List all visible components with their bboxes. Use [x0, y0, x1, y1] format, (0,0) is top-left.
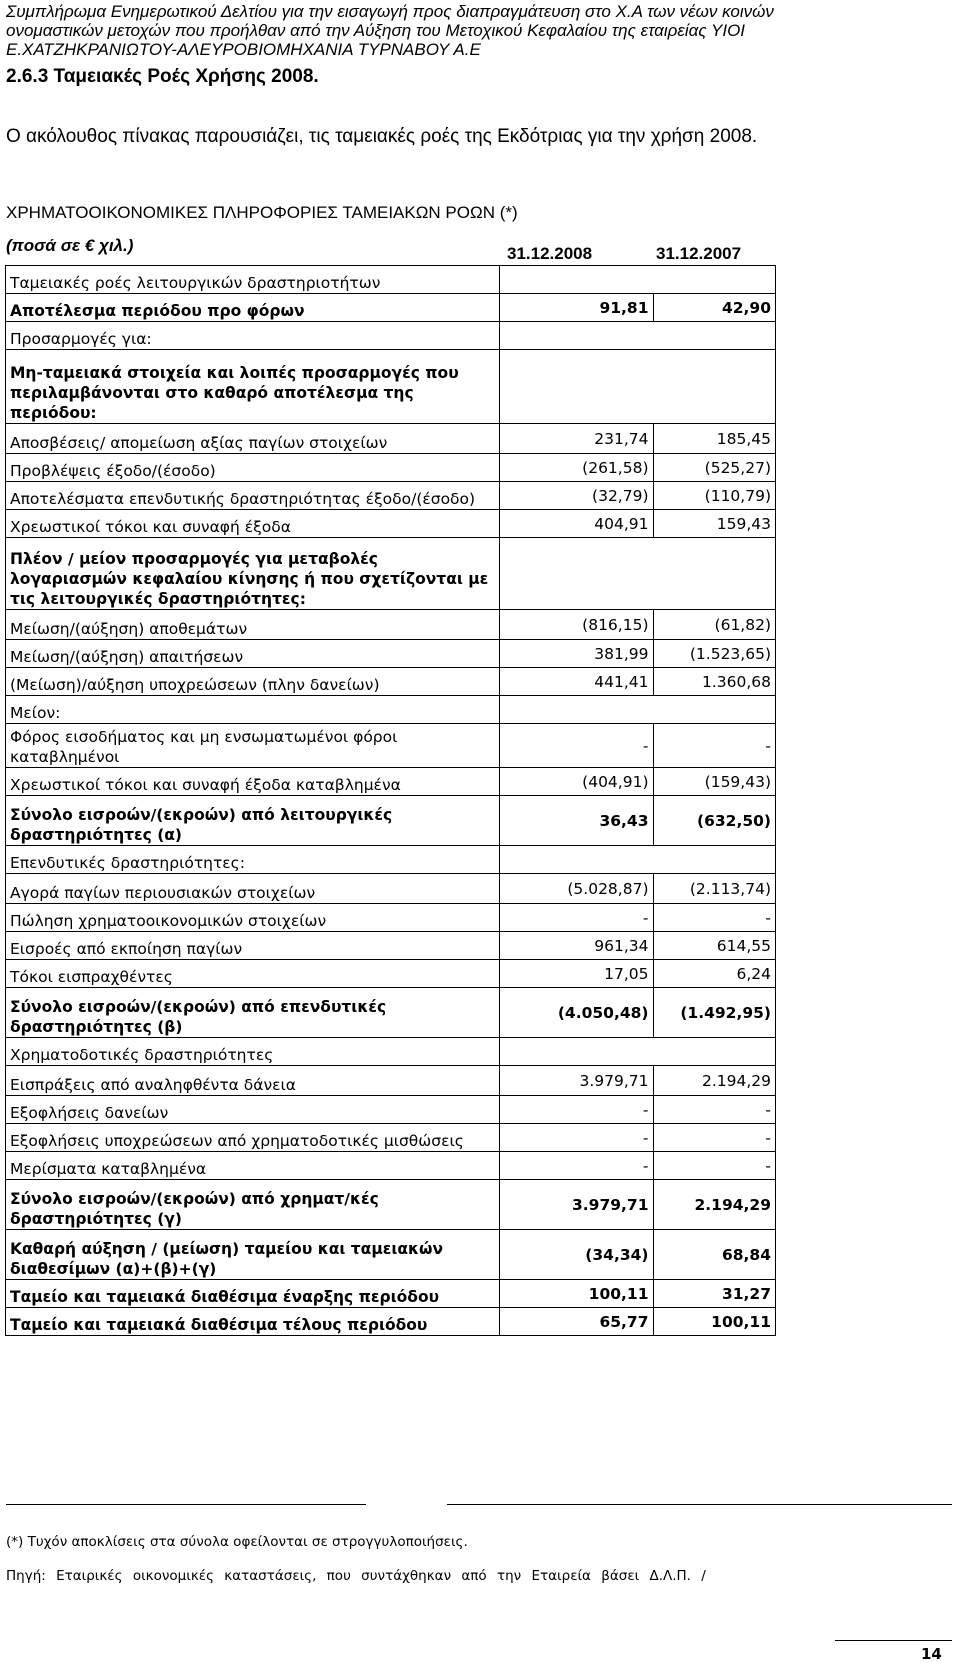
value-2007: 2.194,29: [653, 1180, 776, 1230]
value-2007: 68,84: [653, 1230, 776, 1280]
value-2007: 100,11: [653, 1308, 776, 1336]
table-row: [6, 960, 776, 988]
row-label: Φόρος εισοδήματος και μη ενσωματωμένοι φόροι καταβλημένοι: [6, 724, 500, 768]
column-header-2007: 31.12.2007: [656, 244, 742, 263]
row-label: Σύνολο εισροών/(εκροών) από επενδυτικές δραστηριότητες (β): [6, 988, 500, 1038]
value-2007: (1.523,65): [653, 640, 776, 668]
value-2008: (32,79): [500, 482, 654, 510]
row-label: Ταμειακές ροές λειτουργικών δραστηριοτήτων: [6, 266, 500, 294]
table-row: [6, 294, 776, 322]
value-2008: [500, 846, 654, 874]
value-2007: (159,43): [653, 768, 776, 796]
row-label: Αγορά παγίων περιουσιακών στοιχείων: [6, 874, 500, 904]
row-label: Πώληση χρηματοοικονομικών στοιχείων: [6, 904, 500, 932]
value-2007: 159,43: [653, 510, 776, 538]
value-2007: (525,27): [653, 454, 776, 482]
value-2007: -: [653, 904, 776, 932]
value-2007: 2.194,29: [653, 1066, 776, 1096]
row-label: Πλέον / μείον προσαρμογές για μεταβολές λογαριασμών κεφαλαίου κίνησης ή που σχετίζονται με τις λειτουργικές δραστηριότητες:: [6, 538, 500, 610]
value-2007: [653, 1038, 776, 1066]
row-label: Χρεωστικοί τόκοι και συναφή έξοδα καταβλημένα: [6, 768, 500, 796]
table-row: [6, 1152, 776, 1180]
column-header-2008: 31.12.2008: [507, 244, 593, 263]
row-label: Ταμείο και ταμειακά διαθέσιμα τέλους περιόδου: [6, 1308, 500, 1336]
value-2008: -: [500, 1096, 654, 1124]
table-row: [6, 932, 776, 960]
table-row: [6, 1180, 776, 1230]
value-2008: 961,34: [500, 932, 654, 960]
table-row: [6, 424, 776, 454]
table-row: [6, 454, 776, 482]
row-label: Σύνολο εισροών/(εκροών) από χρηματ/κές δραστηριότητες (γ): [6, 1180, 500, 1230]
value-2007: [653, 266, 776, 294]
value-2007: -: [653, 1096, 776, 1124]
row-label: Καθαρή αύξηση / (μείωση) ταμείου και ταμειακών διαθεσίμων (α)+(β)+(γ): [6, 1230, 500, 1280]
value-2007: -: [653, 1124, 776, 1152]
value-2007: 6,24: [653, 960, 776, 988]
table-row: [6, 482, 776, 510]
row-label: Εισπράξεις από αναληφθέντα δάνεια: [6, 1066, 500, 1096]
table-row: [6, 1066, 776, 1096]
row-label: Εξοφλήσεις υποχρεώσεων από χρηματοδοτικές μισθώσεις: [6, 1124, 500, 1152]
table-row: [6, 668, 776, 696]
table-row: [6, 322, 776, 350]
table-row: [6, 874, 776, 904]
value-2008: 404,91: [500, 510, 654, 538]
table-row: [6, 846, 776, 874]
value-2007: -: [653, 1152, 776, 1180]
row-label: Προσαρμογές για:: [6, 322, 500, 350]
table-row: [6, 1096, 776, 1124]
value-2008: 231,74: [500, 424, 654, 454]
table-row: [6, 1308, 776, 1336]
value-2008: [500, 1038, 654, 1066]
value-2007: 614,55: [653, 932, 776, 960]
value-2008: 3.979,71: [500, 1066, 654, 1096]
value-2008: [500, 696, 654, 724]
table-row: [6, 796, 776, 846]
value-2008: -: [500, 1152, 654, 1180]
value-2007: [653, 538, 776, 610]
value-2008: [500, 322, 654, 350]
row-label: Χρεωστικοί τόκοι και συναφή έξοδα: [6, 510, 500, 538]
table-row: [6, 904, 776, 932]
table-title: ΧΡΗΜΑΤΟΟΙΚΟΝΟΜΙΚΕΣ ΠΛΗΡΟΦΟΡΙΕΣ ΤΑΜΕΙΑΚΩΝ ΡΟΩΝ (*): [6, 203, 518, 222]
value-2008: -: [500, 1124, 654, 1152]
table-row: [6, 988, 776, 1038]
value-2007: (632,50): [653, 796, 776, 846]
row-label: Αποσβέσεις/ απομείωση αξίας παγίων στοιχείων: [6, 424, 500, 454]
footnote-divider-left: [6, 1504, 366, 1505]
value-2008: (404,91): [500, 768, 654, 796]
row-label: Ταμείο και ταμειακά διαθέσιμα έναρξης περιόδου: [6, 1280, 500, 1308]
row-label: Μείωση/(αύξηση) απαιτήσεων: [6, 640, 500, 668]
value-2007: [653, 322, 776, 350]
value-2008: -: [500, 724, 654, 768]
value-2008: 3.979,71: [500, 1180, 654, 1230]
row-label: Μερίσματα καταβλημένα: [6, 1152, 500, 1180]
table-row: [6, 1280, 776, 1308]
value-2008: (34,34): [500, 1230, 654, 1280]
value-2008: [500, 266, 654, 294]
value-2007: 1.360,68: [653, 668, 776, 696]
row-label: (Μείωση)/αύξηση υποχρεώσεων (πλην δανείων): [6, 668, 500, 696]
page-number: 14: [921, 1645, 942, 1663]
table-row: [6, 610, 776, 640]
table-row: [6, 696, 776, 724]
row-label: Μείωση/(αύξηση) αποθεμάτων: [6, 610, 500, 640]
source-note: Πηγή: Εταιρικές οικονομικές καταστάσεις, που συντάχθηκαν από την Εταιρεία βάσει Δ.Λ.Π. /: [6, 1568, 706, 1584]
row-label: Τόκοι εισπραχθέντες: [6, 960, 500, 988]
row-label: Αποτέλεσμα περιόδου προ φόρων: [6, 294, 500, 322]
value-2008: (5.028,87): [500, 874, 654, 904]
value-2007: [653, 846, 776, 874]
table-row: [6, 538, 776, 610]
table-row: [6, 266, 776, 294]
value-2008: 381,99: [500, 640, 654, 668]
table-row: [6, 1230, 776, 1280]
value-2008: (4.050,48): [500, 988, 654, 1038]
value-2007: [653, 350, 776, 424]
row-label: Εισροές από εκποίηση παγίων: [6, 932, 500, 960]
table-row: [6, 768, 776, 796]
value-2008: 441,41: [500, 668, 654, 696]
document-header-note: Συμπλήρωμα Ενημερωτικού Δελτίου για την εισαγωγή προς διαπραγμάτευση στο Χ.Α των νέων κοινών ονομαστικών μετοχών που προήλθαν από την Αύξηση του Μετοχικού Κεφαλαίου της εταιρείας ΥΙΟΙ Ε.ΧΑΤΖΗΚΡΑΝΙΩΤΟΥ-ΑΛΕΥΡΟΒΙΟΜΗΧΑΝΙΑ ΤΥΡΝΑΒΟΥ Α.Ε: [6, 2, 774, 59]
value-2008: 17,05: [500, 960, 654, 988]
value-2008: [500, 538, 654, 610]
row-label: Μη-ταμειακά στοιχεία και λοιπές προσαρμογές που περιλαμβάνονται στο καθαρό αποτέλεσμα της περιόδου:: [6, 350, 500, 424]
value-2008: [500, 350, 654, 424]
value-2008: 91,81: [500, 294, 654, 322]
value-2007: -: [653, 724, 776, 768]
value-2007: (2.113,74): [653, 874, 776, 904]
footnote: (*) Τυχόν αποκλίσεις στα σύνολα οφείλονται σε στρογγυλοποιήσεις.: [6, 1534, 468, 1550]
table-row: [6, 350, 776, 424]
value-2008: (261,58): [500, 454, 654, 482]
units-label: (ποσά σε € χιλ.): [6, 236, 134, 255]
value-2008: 36,43: [500, 796, 654, 846]
page-number-rule: [835, 1640, 952, 1641]
row-label: Μείον:: [6, 696, 500, 724]
value-2007: [653, 696, 776, 724]
value-2007: (1.492,95): [653, 988, 776, 1038]
value-2007: (110,79): [653, 482, 776, 510]
table-row: [6, 724, 776, 768]
cash-flow-table: [5, 265, 776, 1336]
section-title: 2.6.3 Ταμειακές Ροές Χρήσης 2008.: [6, 66, 319, 87]
row-label: Εξοφλήσεις δανείων: [6, 1096, 500, 1124]
value-2007: 42,90: [653, 294, 776, 322]
table-row: [6, 1124, 776, 1152]
row-label: Αποτελέσματα επενδυτικής δραστηριότητας έξοδο/(έσοδο): [6, 482, 500, 510]
value-2008: (816,15): [500, 610, 654, 640]
value-2008: -: [500, 904, 654, 932]
row-label: Προβλέψεις έξοδο/(έσοδο): [6, 454, 500, 482]
table-row: [6, 1038, 776, 1066]
value-2007: 185,45: [653, 424, 776, 454]
value-2007: (61,82): [653, 610, 776, 640]
intro-paragraph: Ο ακόλουθος πίνακας παρουσιάζει, τις ταμειακές ροές της Εκδότριας για την χρήση 2008.: [6, 126, 758, 147]
table-row: [6, 640, 776, 668]
table-row: [6, 510, 776, 538]
value-2008: 100,11: [500, 1280, 654, 1308]
row-label: Επενδυτικές δραστηριότητες:: [6, 846, 500, 874]
row-label: Σύνολο εισροών/(εκροών) από λειτουργικές δραστηριότητες (α): [6, 796, 500, 846]
value-2007: 31,27: [653, 1280, 776, 1308]
footnote-divider: [447, 1504, 952, 1505]
row-label: Χρηματοδοτικές δραστηριότητες: [6, 1038, 500, 1066]
value-2008: 65,77: [500, 1308, 654, 1336]
